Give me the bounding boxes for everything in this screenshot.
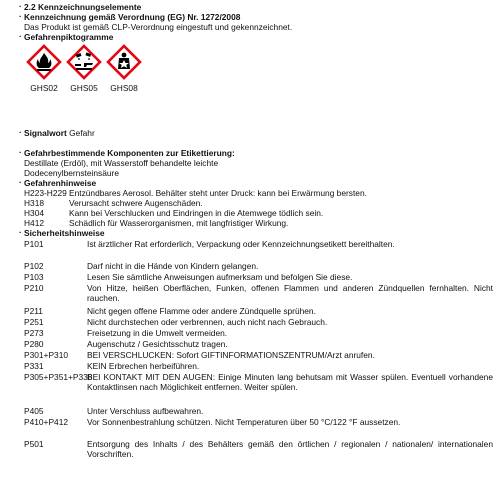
- hazard-text: Kann bei Verschlucken und Eindringen in die Atemwege tödlich sein.: [69, 208, 324, 218]
- precaution-code: P410+P412: [24, 417, 69, 427]
- flame-icon: [26, 44, 62, 80]
- precaution-code: P211: [24, 306, 43, 316]
- precaution-code: P103: [24, 272, 44, 282]
- corrosion-icon: [66, 44, 102, 80]
- components-heading: · Gefahrbestimmende Komponenten zur Etikettierung:: [24, 148, 235, 158]
- pictogram-code: GHS02: [30, 83, 58, 93]
- precaution-code: P405: [24, 406, 44, 416]
- precaution-code: P501: [24, 439, 44, 449]
- precaution-text: Unter Verschluss aufbewahren.: [87, 406, 204, 416]
- hazard-code: H412: [24, 218, 45, 228]
- hazard-code: H304: [24, 208, 45, 218]
- precaution-code: P301+P310: [24, 350, 69, 360]
- regulation-heading: · Kennzeichnung gemäß Verordnung (EG) Nr. 1272/2008: [24, 12, 240, 22]
- precaution-text: BEI KONTAKT MIT DEN AUGEN: Einige Minuten lang behutsam mit Wasser spülen. Eventuell vorhandene Kontaktlinsen nach Möglichkeit entfernen. Weiter spülen.: [87, 372, 493, 392]
- precaution-code: P273: [24, 328, 44, 338]
- component-item: Destillate (Erdöl), mit Wasserstoff behandelte leichte: [24, 158, 219, 168]
- precaution-text: BEI VERSCHLUCKEN: Sofort GIFTINFORMATIONSZENTRUM/Arzt anrufen.: [87, 350, 375, 360]
- component-item: Dodecenylbernsteinsäure: [24, 168, 119, 178]
- pictogram-code: GHS05: [70, 83, 98, 93]
- pictogram-row: [24, 44, 174, 94]
- precaution-code: P280: [24, 339, 44, 349]
- precaution-text: Ist ärztlicher Rat erforderlich, Verpackung oder Kennzeichnungsetikett bereithalten.: [87, 239, 395, 249]
- precaution-text: KEIN Erbrechen herbeiführen.: [87, 361, 200, 371]
- hazard-text: Verursacht schwere Augenschäden.: [69, 198, 203, 208]
- precaution-text: Von Hitze, heißen Oberflächen, Funken, offenen Flammen und anderen Zündquellen fernhalten. Nicht rauchen.: [87, 283, 493, 303]
- hazard-text: Schädlich für Wasserorganismen, mit langfristiger Wirkung.: [69, 218, 289, 228]
- precaution-code: P210: [24, 283, 44, 293]
- hazard-heading: · Gefahrenhinweise: [24, 178, 96, 188]
- precaution-code: P305+P351+P338: [24, 372, 93, 382]
- precaution-text: Freisetzung in die Umwelt vermeiden.: [87, 328, 228, 338]
- health-hazard-icon: [106, 44, 142, 80]
- hazard-code: H318: [24, 198, 45, 208]
- precaution-text: Entsorgung des Inhalts / des Behälters gemäß den örtlichen / regionalen / nationalen/ internationalen Vorschriften.: [87, 439, 493, 459]
- precaution-text: Lesen Sie sämtliche Anweisungen aufmerksam und befolgen Sie diese.: [87, 272, 353, 282]
- regulation-text: Das Produkt ist gemäß CLP-Verordnung eingestuft und gekennzeichnet.: [24, 22, 293, 32]
- precaution-code: P101: [24, 239, 44, 249]
- precaution-text: Darf nicht in die Hände von Kindern gelangen.: [87, 261, 259, 271]
- section-title: · 2.2 Kennzeichnungselemente: [24, 2, 141, 12]
- precaution-code: P251: [24, 317, 44, 327]
- precaution-text: Vor Sonnenbestrahlung schützen. Nicht Temperaturen über 50 °C/122 °F aussetzen.: [87, 417, 401, 427]
- precaution-text: Nicht gegen offene Flamme oder andere Zündquelle sprühen.: [87, 306, 316, 316]
- precaution-code: P102: [24, 261, 44, 271]
- precaution-heading: · Sicherheitshinweise: [24, 228, 105, 238]
- pictogram-code: GHS08: [110, 83, 138, 93]
- hazard-text: Entzündbares Aerosol. Behälter steht unter Druck: kann bei Erwärmung bersten.: [69, 188, 367, 198]
- precaution-text: Augenschutz / Gesichtsschutz tragen.: [87, 339, 228, 349]
- pictograms-heading: · Gefahrenpiktogramme: [24, 32, 113, 42]
- hazard-code: H223-H229: [24, 188, 67, 198]
- precaution-text: Nicht durchstechen oder verbrennen, auch nicht nach Gebrauch.: [87, 317, 328, 327]
- signal-word: · Signalwort Gefahr: [24, 128, 95, 138]
- precaution-code: P331: [24, 361, 44, 371]
